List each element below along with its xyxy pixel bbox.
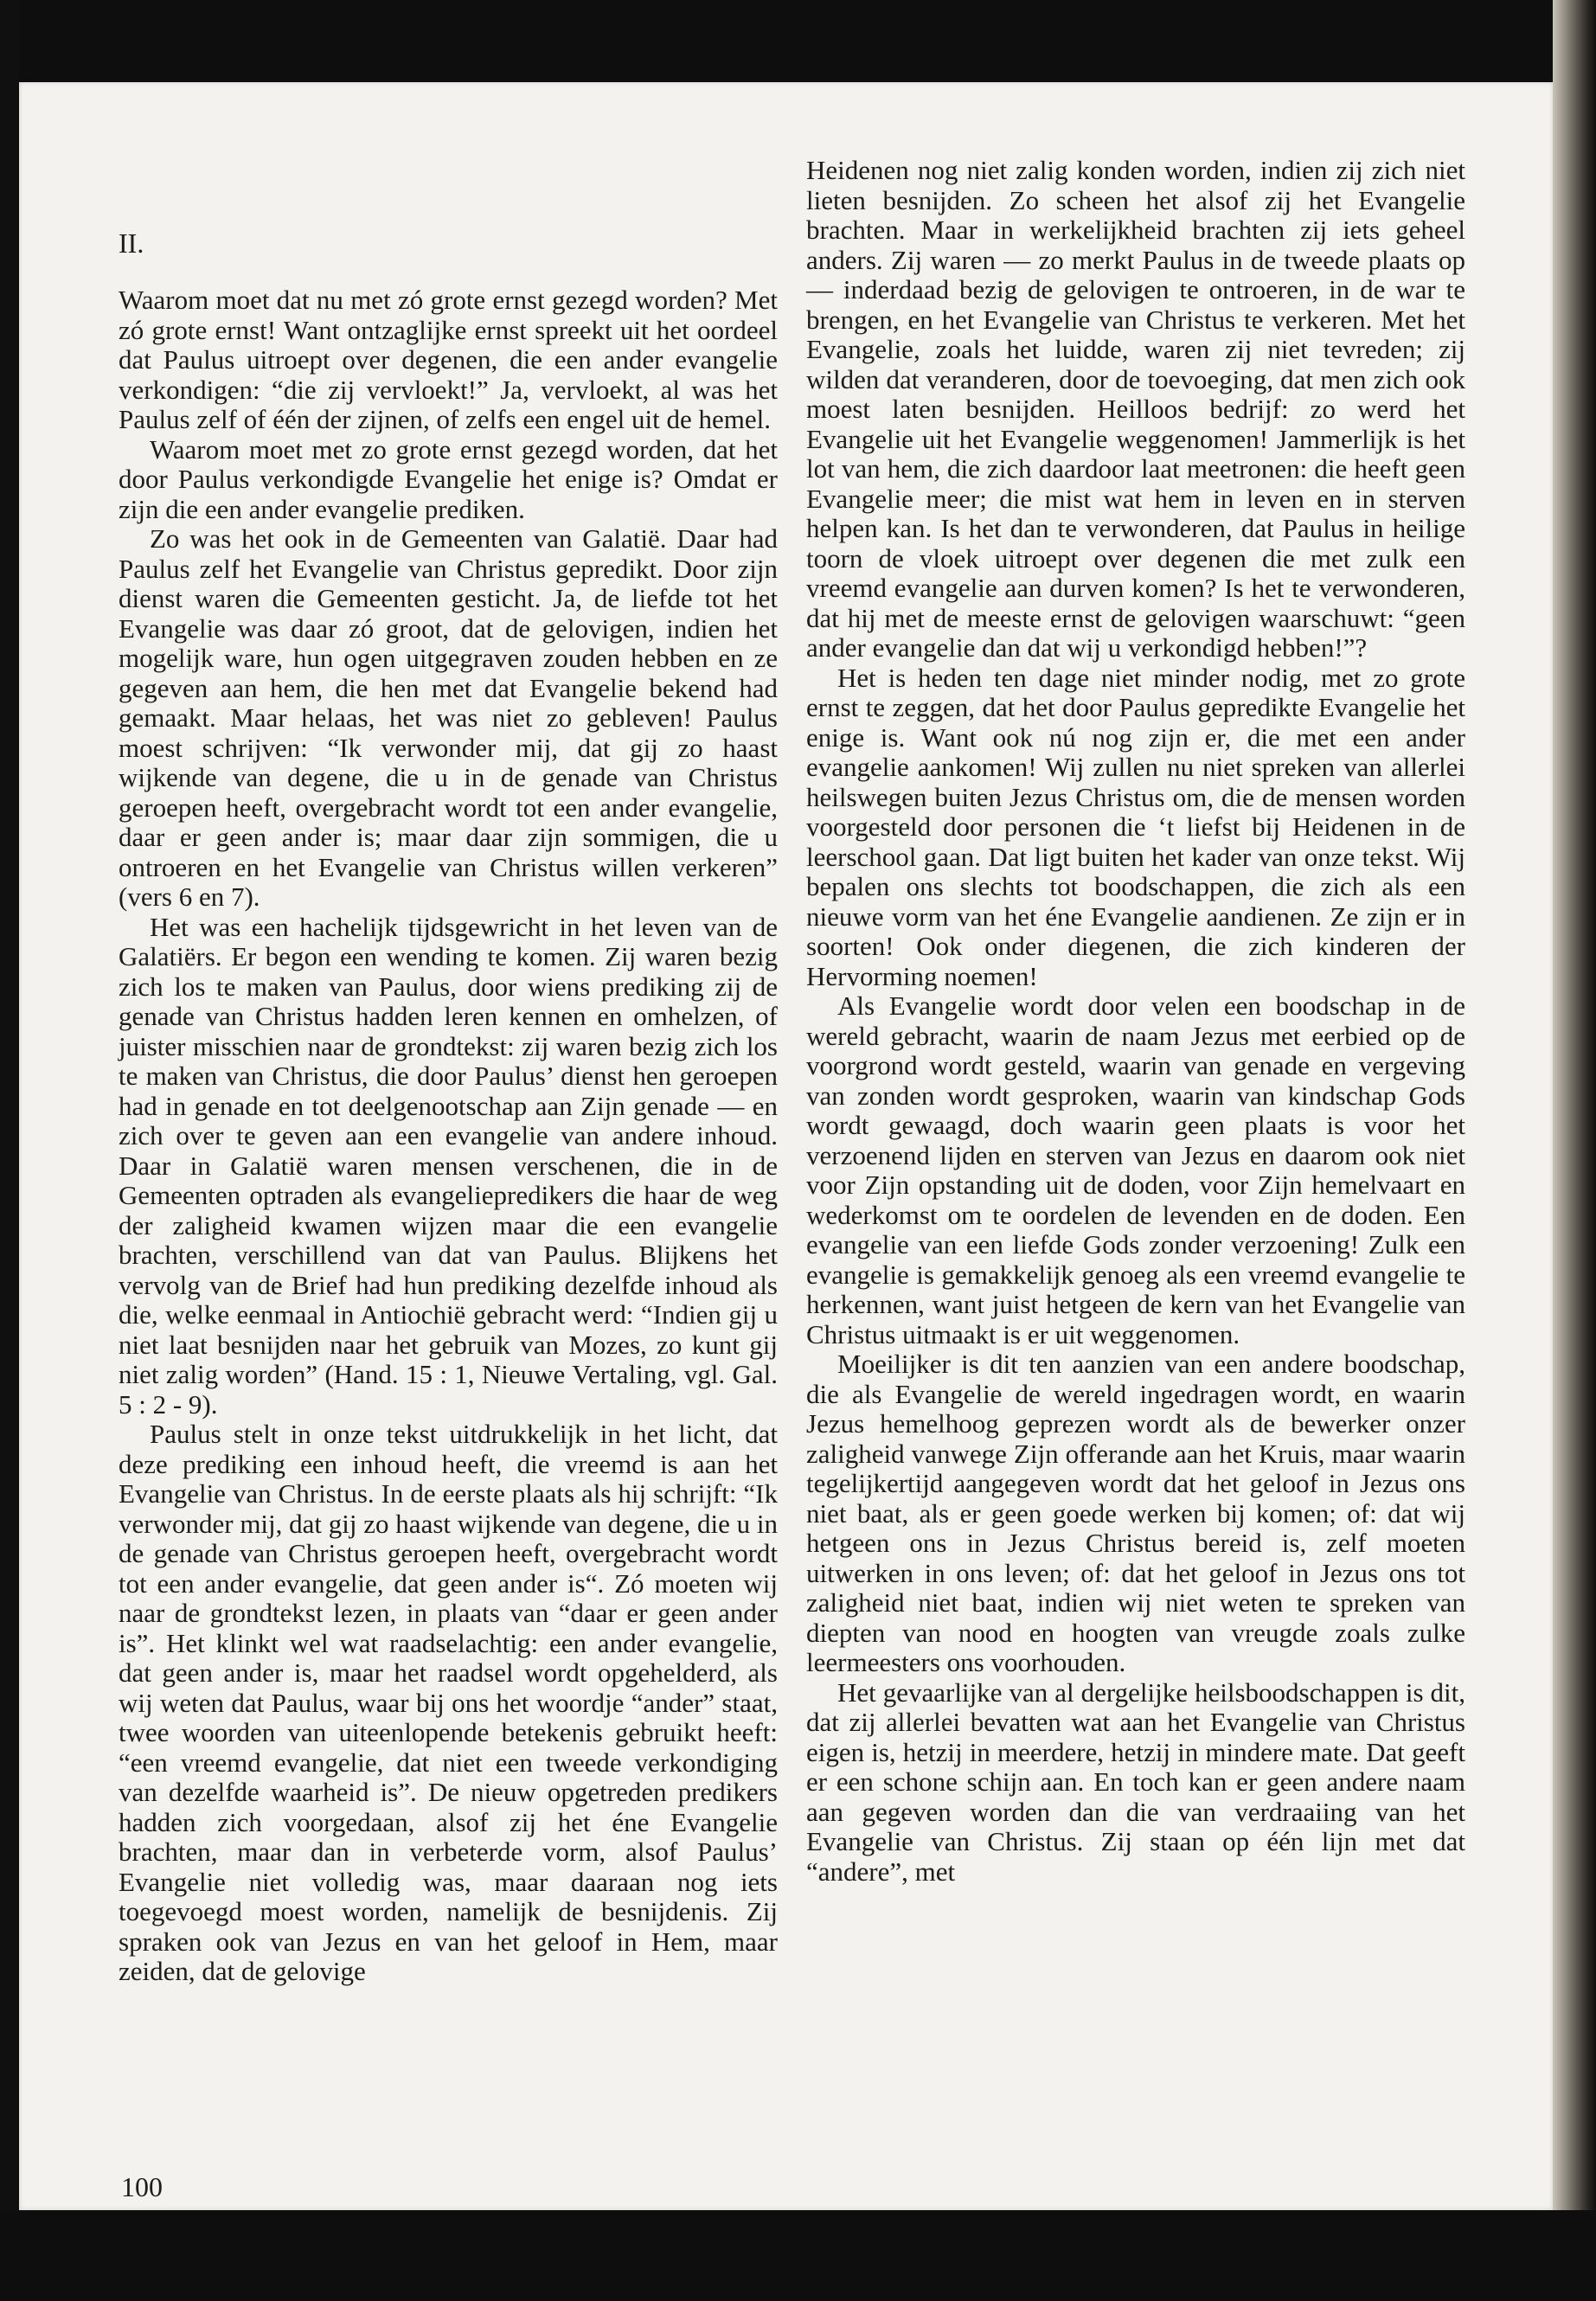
scan-border-left bbox=[0, 0, 19, 2301]
page-number: 100 bbox=[121, 2171, 163, 2202]
paragraph: Het gevaarlijke van al dergelijke heilsboodschappen is dit, dat zij allerlei bevatten wat aan het Evangelie van Christus eigen is, hetzij in meerdere, hetzij in mindere mate. Dat geeft er een schone schijn aan. En toch kan er geen andere naam aan gegeven worden dan die van verdraaiing van het Evangelie van Christus. Zij staan op één lijn met dat “andere”, met bbox=[806, 1676, 1465, 1887]
right-column bbox=[806, 156, 1465, 1887]
paragraph: Moeilijker is dit ten aanzien van een andere boodschap, die als Evangelie de wereld ingedragen wordt, en waarin Jezus hemelhoog geprezen wordt als de bewerker onzer zaligheid vanwege Zijn offerande aan het Kruis, maar waarin tegelijkertijd aangegeven wordt dat het geloof in Jezus ons niet baat, als er geen goede werken bij komen; of: dat wij hetgeen ons in Jezus Christus bereid is, zelf moeten uitwerken in ons leven; of: dat het geloof in Jezus ons tot zaligheid niet baat, indien wij niet weten te spreken van diepten van nood en hoogten van vreugde zoals zulke leermeesters ons voorhouden. bbox=[806, 1349, 1465, 1677]
paragraph: Het was een hachelijk tijdsgewricht in het leven van de Galatiërs. Er begon een wending te komen. Zij waren bezig zich los te maken van Paulus, door wiens prediking zij de genade van Christus hadden leren kennen en omhelzen, of juister misschien naar de grondtekst: zij waren bezig zich los te maken van Christus, die door Paulus’ dienst hen geroepen had in genade en tot deelgenootschap aan Zijn genade — en zich over te geven aan een evangelie van andere inhoud. Daar in Galatië waren mensen verschenen, die in de Gemeenten optraden als evangeliepredikers die haar de weg der zaligheid kwamen wijzen maar die een evangelie brachten, verschillend van dat van Paulus. Blijkens het vervolg van de Brief had hun prediking dezelfde inhoud als die, welke eenmaal in Antiochië gebracht werd: “Indien gij u niet laat besnijden naar het gebruik van Mozes, zo kunt gij niet zalig worden” (Hand. 15 : 1, Nieuwe Vertaling, vgl. Gal. 5 : 2 - 9). bbox=[119, 911, 778, 1420]
paragraph: Zo was het ook in de Gemeenten van Galatië. Daar had Paulus zelf het Evangelie van Christus gepredikt. Door zijn dienst waren die Gemeenten gesticht. Ja, de liefde tot het Evangelie was daar zó groot, dat de gelovigen, indien het mogelijk ware, hun ogen uitgegraven zouden hebben en ze gegeven aan hem, die hen met dat Evangelie bekend had gemaakt. Maar helaas, het was niet zo gebleven! Paulus moest schrijven: “Ik verwonder mij, dat gij zo haast wijkende van degene, die u in de genade van Christus geroepen heeft, overgebracht wordt tot een ander evangelie, daar er geen ander is; maar daar zijn sommigen, die u ontroeren en het Evangelie van Christus willen verkeren” (vers 6 en 7). bbox=[119, 523, 778, 912]
paragraph: Waarom moet met zo grote ernst gezegd worden, dat het door Paulus verkondigde Evangelie het enige is? Omdat er zijn die een ander evangelie prediken. bbox=[119, 433, 778, 524]
paragraph: Heidenen nog niet zalig konden worden, indien zij zich niet lieten besnijden. Zo scheen het alsof zij het Evangelie brachten. Maar in werkelijkheid brachten zij iets geheel anders. Zij waren — zo merkt Paulus in de tweede plaats op — inderdaad bezig de gelovigen te ontroeren, in de war te brengen, en het Evangelie van Christus te verkeren. Met het Evangelie, zoals het luidde, waren zij niet tevreden; zij wilden dat veranderen, door de toevoeging, dat men zich ook moest laten besnijden. Heilloos bedrijf: zo werd het Evangelie uit het Evangelie weggenomen! Jammerlijk is het lot van hem, die zich daardoor laat meetronen: die heeft geen Evangelie meer; die mist wat hem in leven en in sterven helpen kan. Is het dan te verwonderen, dat Paulus in heilige toorn de vloek uitroept over degenen die met zulk een vreemd evangelie aan durven komen? Is het te verwonderen, dat hij met de meeste ernst de gelovigen waarschuwt: “geen ander evangelie dan dat wij u verkondigd hebben!”? bbox=[806, 155, 1465, 663]
paragraph: Het is heden ten dage niet minder nodig, met zo grote ernst te zeggen, dat het door Paulus gepredikte Evangelie het enige is. Want ook nú nog zijn er, die met een ander evangelie aankomen! Wij zullen nu niet spreken van allerlei heilswegen buiten Jezus Christus om, die de mensen worden voorgesteld door personen die ‘t liefst bij Heidenen in de leerschool gaan. Dat ligt buiten het kader van onze tekst. Wij bepalen ons slechts tot boodschappen, die zich als een nieuwe vorm van het éne Evangelie aandienen. Ze zijn er in soorten! Ook onder diegenen, die zich kinderen der Hervorming noemen! bbox=[806, 662, 1465, 991]
scan-border-top bbox=[0, 0, 1596, 82]
section-label: II. bbox=[119, 228, 144, 259]
scan-border-bottom bbox=[0, 2210, 1596, 2301]
paragraph: Als Evangelie wordt door velen een boodschap in de wereld gebracht, waarin de naam Jezus met eerbied op de voorgrond wordt gesteld, waarin van genade en vergeving van zonden wordt gesproken, waarin van kindschap Gods wordt gewaagd, doch waarin geen plaats is voor het verzoenend lijden en sterven van Jezus en daarom ook niet voor Zijn opstanding uit de doden, voor Zijn hemelvaart en wederkomst om te oordelen de levenden en de doden. Een evangelie van een liefde Gods zonder verzoening! Zulk een evangelie is gemakkelijk genoeg als een vreemd evangelie te herkennen, want juist hetgeen de kern van het Evangelie van Christus uitmaakt is er uit weggenomen. bbox=[806, 990, 1465, 1349]
left-column bbox=[119, 285, 778, 1987]
book-page bbox=[19, 82, 1553, 2210]
paragraph: Paulus stelt in onze tekst uitdrukkelijk in het licht, dat deze prediking een inhoud heeft, die vreemd is aan het Evangelie van Christus. In de eerste plaats als hij schrijft: “Ik verwonder mij, dat gij zo haast wijkende van degene, die u in de genade van Christus geroepen heeft, overgebracht wordt tot een ander evangelie, dat geen ander is“. Zó moeten wij naar de grondtekst lezen, in plaats van “daar er geen ander is”. Het klinkt wel wat raadselachtig: een ander evangelie, dat geen ander is, maar het raadsel wordt opgehelderd, als wij weten dat Paulus, waar bij ons het woordje “ander” staat, twee woorden van uiteenlopende betekenis gebruikt heeft: “een vreemd evangelie, dat niet een tweede verkondiging van dezelfde waarheid is”. De nieuw opgetreden predikers hadden zich voorgedaan, alsof zij het éne Evangelie brachten, maar dan in verbeterde vorm, alsof Paulus’ Evangelie niet volledig was, maar daaraan nog iets toegevoegd moest worden, namelijk de besnijdenis. Zij spraken ook van Jezus en van het geloof in Hem, maar zeiden, dat de gelovige bbox=[119, 1419, 778, 1986]
paragraph: Waarom moet dat nu met zó grote ernst gezegd worden? Met zó grote ernst! Want ontzaglijke ernst spreekt uit het oordeel dat Paulus uitroept over degenen, die een ander evangelie verkondigen: “die zij vervloekt!” Ja, vervloekt, al was het Paulus zelf of één der zijnen, of zelfs een engel uit de hemel. bbox=[119, 285, 778, 434]
book-spine bbox=[1553, 0, 1596, 2301]
